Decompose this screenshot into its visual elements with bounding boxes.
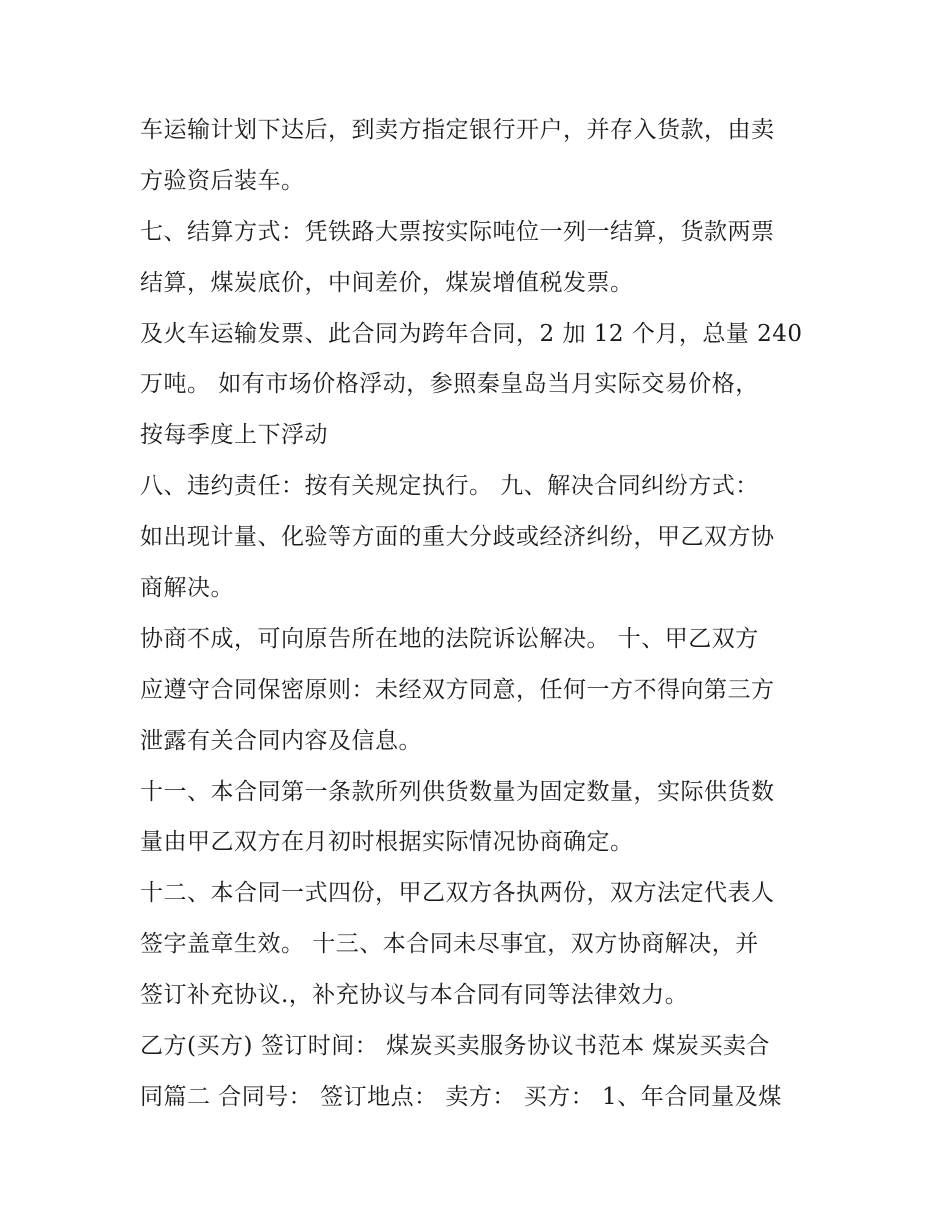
text-line: 万吨。 如有市场价格浮动，参照秦皇岛当月实际交易价格，: [140, 371, 759, 398]
text-line: 如出现计量、化验等方面的重大分歧或经济纠纷，甲乙双方协: [140, 524, 775, 551]
text-line: 签订补充协议.，补充协议与本合同有同等法律效力。: [140, 982, 689, 1009]
text-line: 协商不成，可向原告所在地的法院诉讼解决。 十、甲乙双方: [140, 625, 759, 652]
text-line: 八、违约责任：按有关规定执行。 九、解决合同纠纷方式：: [140, 473, 759, 500]
text-line: 商解决。: [140, 575, 234, 602]
text-line: 应遵守合同保密原则：未经双方同意，任何一方不得向第三方: [140, 676, 775, 703]
text-line: 结算，煤炭底价，中间差价，煤炭增值税发票。: [140, 269, 634, 296]
text-line: 乙方(买方) 签订时间： 煤炭买卖服务协议书范本 煤炭买卖合: [140, 1033, 770, 1060]
text-line: 量由甲乙双方在月初时根据实际情况协商确定。: [140, 829, 634, 856]
text-line: 十二、本合同一式四份，甲乙双方各执两份，双方法定代表人: [140, 880, 775, 907]
text-line: 十一、本合同第一条款所列供货数量为固定数量，实际供货数: [140, 778, 775, 805]
text-line: 同篇二 合同号： 签订地点： 卖方： 买方： 1、年合同量及煤: [140, 1083, 782, 1110]
text-line: 七、结算方式：凭铁路大票按实际吨位一列一结算，货款两票: [140, 218, 775, 245]
text-line: 及火车运输发票、此合同为跨年合同，2 加 12 个月，总量 240: [140, 320, 803, 347]
text-line: 车运输计划下达后，到卖方指定银行开户，并存入货款，由卖: [140, 117, 775, 143]
contract-body-text: [140, 105, 820, 1123]
text-line: 签字盖章生效。 十三、本合同未尽事宜，双方协商解决，并: [140, 931, 759, 958]
text-line: 泄露有关合同内容及信息。: [140, 727, 422, 754]
text-line: 方验资后装车。: [140, 167, 305, 194]
text-line: 按每季度上下浮动: [140, 422, 328, 449]
